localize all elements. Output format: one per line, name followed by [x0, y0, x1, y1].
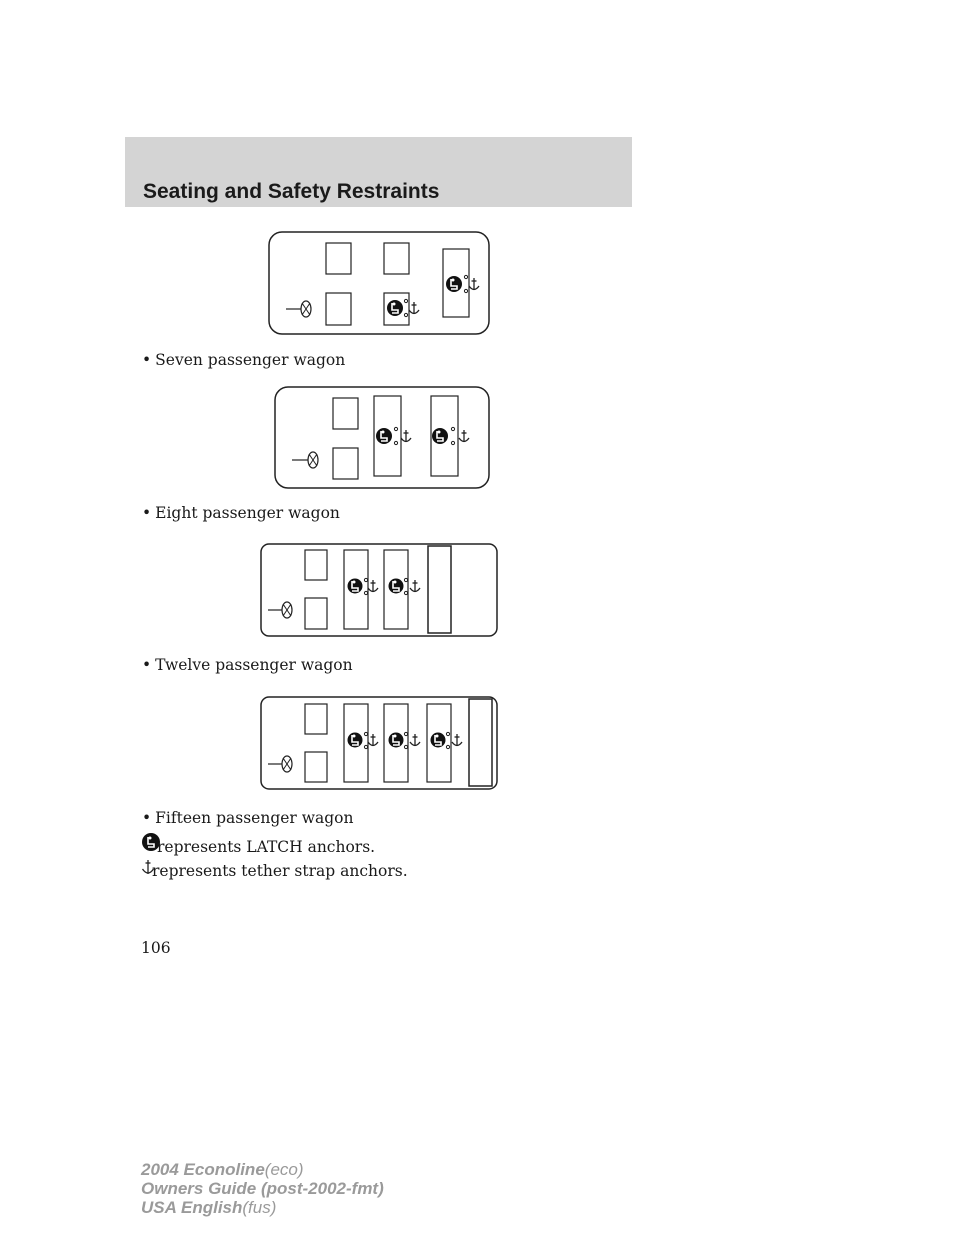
caption-eight-passenger: • Eight passenger wagon [142, 504, 340, 522]
seating-diagram-twelve-passenger [260, 543, 498, 637]
footer-line-1: 2004 Econoline(eco) [141, 1160, 304, 1179]
seat [326, 243, 351, 274]
document-footer [141, 1160, 384, 1217]
bench-seat [469, 699, 492, 786]
seat [305, 752, 327, 782]
latch-anchor-icon [376, 428, 392, 444]
seating-diagram-fifteen-passenger [260, 696, 498, 790]
latch-anchor-icon [387, 300, 403, 316]
seat [333, 448, 358, 479]
latch-anchor-icon [446, 276, 462, 292]
latch-anchor-icon [389, 579, 404, 594]
footer-line-2: Owners Guide (post-2002-fmt) [141, 1179, 384, 1198]
legend-latch-text: represents LATCH anchors. [157, 838, 376, 856]
caption-seven-passenger: • Seven passenger wagon [142, 351, 346, 369]
seat [384, 243, 409, 274]
seating-diagram-eight-passenger [274, 386, 490, 489]
latch-anchor-icon [431, 733, 446, 748]
seat [305, 598, 327, 629]
latch-anchor-icon [348, 579, 363, 594]
seat [305, 550, 327, 580]
latch-anchor-icon [348, 733, 363, 748]
bench-seat [428, 546, 451, 633]
section-title: Seating and Safety Restraints [143, 180, 440, 203]
seating-diagram-seven-passenger [268, 231, 490, 335]
caption-fifteen-passenger: • Fifteen passenger wagon [142, 809, 354, 827]
latch-anchor-icon [432, 428, 448, 444]
seat [326, 293, 351, 325]
seat [305, 704, 327, 734]
latch-anchor-icon [389, 733, 404, 748]
caption-twelve-passenger: • Twelve passenger wagon [142, 656, 353, 674]
legend-tether-text: represents tether strap anchors. [152, 862, 408, 880]
footer-line-3: USA English(fus) [141, 1198, 277, 1217]
page-number: 106 [141, 939, 171, 957]
seat [333, 398, 358, 429]
